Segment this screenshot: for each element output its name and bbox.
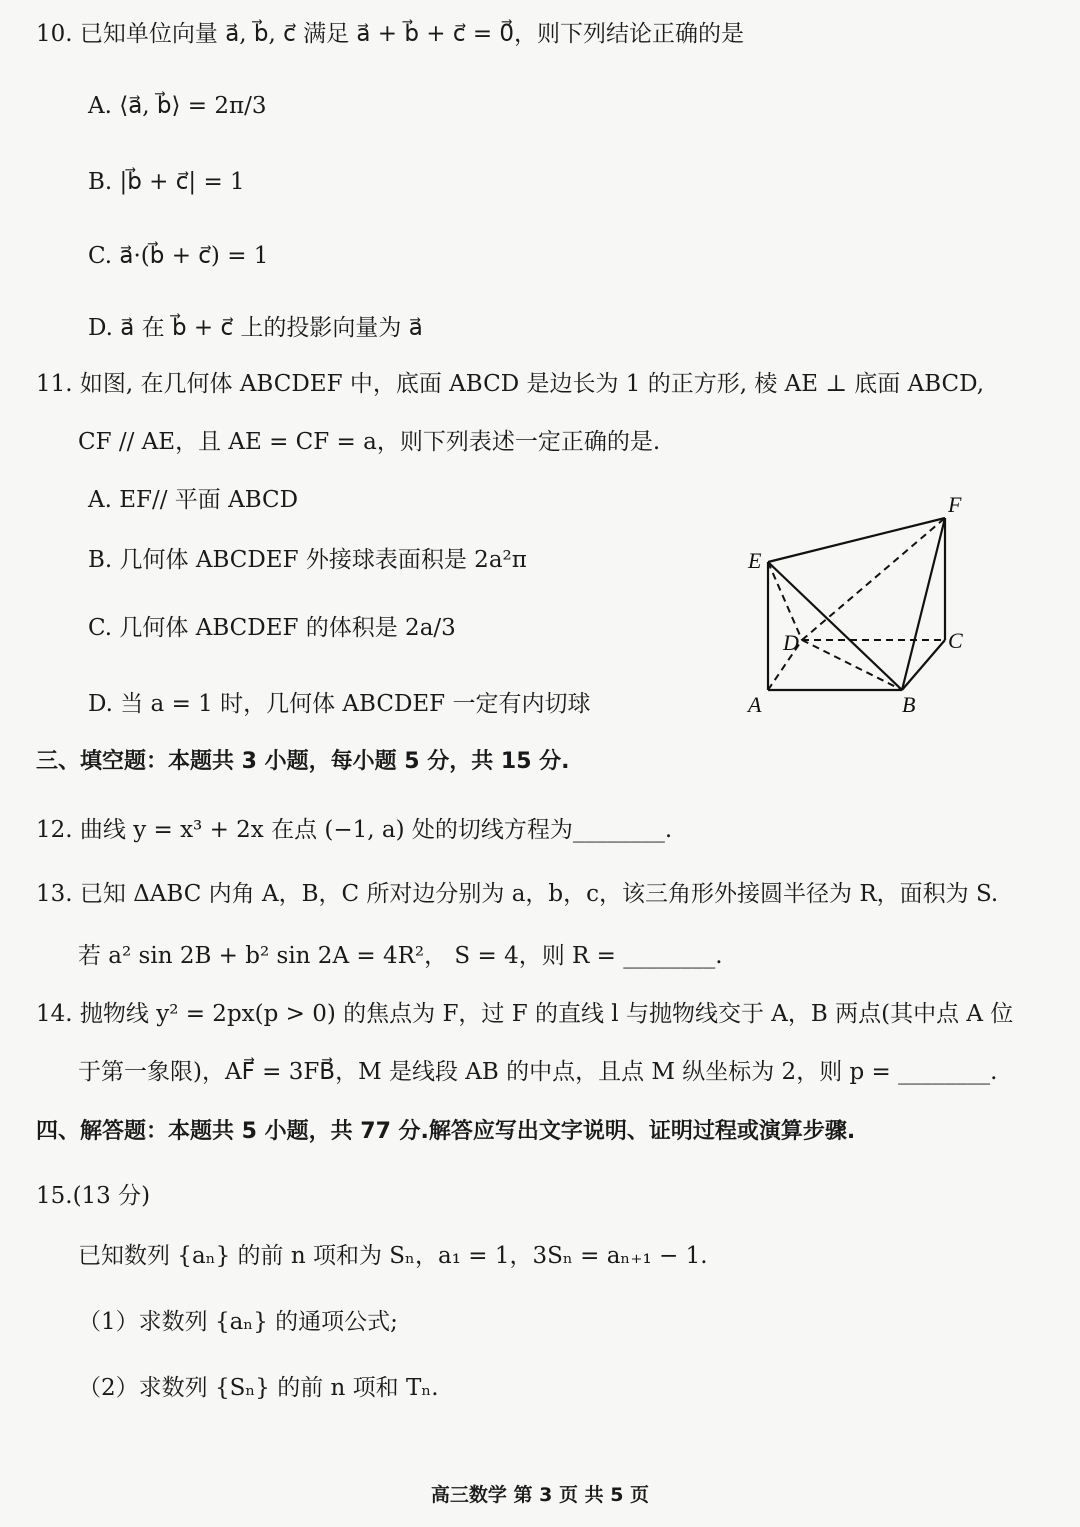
q10-stem: 10. 已知单位向量 a⃗, b⃗, c⃗ 满足 a⃗ + b⃗ + c⃗ = 0⃗，则下列结论正确的是: [36, 21, 745, 47]
q15-part2: （2）求数列 {Sₙ} 的前 n 项和 Tₙ.: [78, 1375, 439, 1401]
q15-stem: 已知数列 {aₙ} 的前 n 项和为 Sₙ，a₁ = 1，3Sₙ = aₙ₊₁ − 1.: [78, 1243, 708, 1269]
q15-part1: （1）求数列 {aₙ} 的通项公式;: [78, 1309, 398, 1335]
label-f: F: [948, 492, 962, 517]
section-4-heading: 四、解答题：本题共 5 小题，共 77 分.解答应写出文字说明、证明过程或演算步骤.: [36, 1119, 856, 1144]
q10-option-a: A. ⟨a⃗, b⃗⟩ = 2π/3: [88, 93, 267, 119]
q14-stem-line1: 14. 抛物线 y² = 2px(p > 0) 的焦点为 F，过 F 的直线 l 与抛物线交于 A，B 两点(其中点 A 位: [36, 1001, 1014, 1027]
q13-stem-line2: 若 a² sin 2B + b² sin 2A = 4R²， S = 4，则 R = ________.: [78, 943, 723, 969]
section-3-heading: 三、填空题：本题共 3 小题，每小题 5 分，共 15 分.: [36, 749, 570, 774]
q11-stem-line1: 11. 如图, 在几何体 ABCDEF 中，底面 ABCD 是边长为 1 的正方形, 棱 AE ⊥ 底面 ABCD,: [36, 371, 985, 397]
label-d: D: [783, 630, 799, 655]
q10-option-b: B. |b⃗ + c⃗| = 1: [88, 169, 245, 195]
q10-option-c: C. a⃗·(b⃗ + c⃗) = 1: [88, 243, 269, 269]
label-a: A: [748, 692, 762, 717]
page-footer: 高三数学 第 3 页 共 5 页: [430, 1484, 650, 1506]
q11-option-d: D. 当 a = 1 时，几何体 ABCDEF 一定有内切球: [88, 691, 591, 717]
q11-option-c: C. 几何体 ABCDEF 的体积是 2a/3: [88, 615, 456, 641]
q15-heading: 15.(13 分): [36, 1183, 151, 1209]
label-b: B: [902, 692, 916, 717]
q11-option-a: A. EF// 平面 ABCD: [88, 487, 299, 513]
q14-stem-line2: 于第一象限)，AF⃗ = 3FB⃗，M 是线段 AB 的中点，且点 M 纵坐标为 2，则 p = ________.: [78, 1059, 998, 1085]
q13-stem-line1: 13. 已知 ΔABC 内角 A，B，C 所对边分别为 a，b，c，该三角形外接圆半径为 R，面积为 S.: [36, 881, 999, 907]
edge-ed: [768, 562, 802, 640]
geometry-figure: [740, 490, 980, 720]
q11-option-b: B. 几何体 ABCDEF 外接球表面积是 2a²π: [88, 547, 527, 573]
edge-ef: [768, 518, 945, 562]
edge-eb: [768, 562, 902, 690]
q11-stem-line2: CF // AE，且 AE = CF = a，则下列表述一定正确的是.: [78, 429, 661, 455]
q12-stem: 12. 曲线 y = x³ + 2x 在点 (−1, a) 处的切线方程为________.: [36, 817, 673, 843]
label-e: E: [748, 548, 762, 573]
edge-db: [802, 640, 902, 690]
q10-option-d: D. a⃗ 在 b⃗ + c⃗ 上的投影向量为 a⃗: [88, 315, 423, 341]
label-c: C: [948, 628, 963, 653]
